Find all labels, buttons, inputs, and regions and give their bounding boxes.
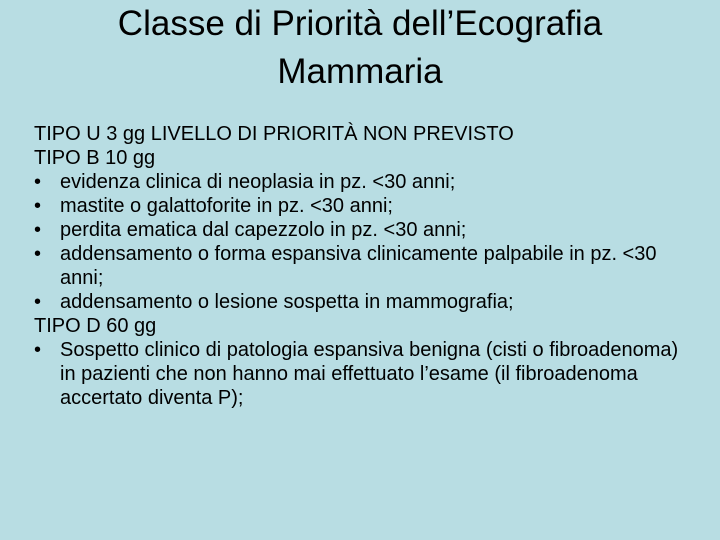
tipo-d-heading: TIPO D 60 gg	[34, 315, 157, 337]
list-item-text: mastite o galattoforite in pz. <30 anni;	[60, 195, 393, 217]
list-item-text: perdita ematica dal capezzolo in pz. <30 anni;	[60, 219, 467, 241]
slide-title-line-2: Mammaria	[277, 52, 443, 91]
list-item	[34, 290, 694, 314]
tipo-b-heading: TIPO B 10 gg	[34, 147, 156, 169]
list-item-text: addensamento o lesione sospetta in mammografia;	[60, 291, 514, 313]
list-item	[34, 194, 694, 218]
bullet-icon: •	[34, 219, 42, 241]
slide-body	[34, 122, 694, 410]
list-item	[34, 242, 694, 290]
bullet-icon: •	[34, 195, 42, 217]
bullet-icon: •	[34, 171, 42, 193]
list-item	[34, 338, 694, 410]
list-item-text: addensamento o forma espansiva clinicamente palpabile in pz. <30 anni;	[60, 243, 657, 289]
list-item	[34, 170, 694, 194]
bullet-icon: •	[34, 339, 42, 361]
slide-title	[40, 0, 680, 96]
tipo-u-heading: TIPO U 3 gg LIVELLO DI PRIORITÀ NON PREVISTO	[34, 123, 514, 145]
bullet-icon: •	[34, 291, 42, 313]
bullet-icon: •	[34, 243, 42, 265]
list-item-text: Sospetto clinico di patologia espansiva benigna (cisti o fibroadenoma) in pazienti che non hanno mai effettuato l’esame (il fibroadenoma accertato diventa P);	[60, 339, 679, 409]
list-item-text: evidenza clinica di neoplasia in pz. <30 anni;	[60, 171, 456, 193]
list-item	[34, 218, 694, 242]
slide-title-line-1: Classe di Priorità dell’Ecografia	[117, 4, 603, 43]
